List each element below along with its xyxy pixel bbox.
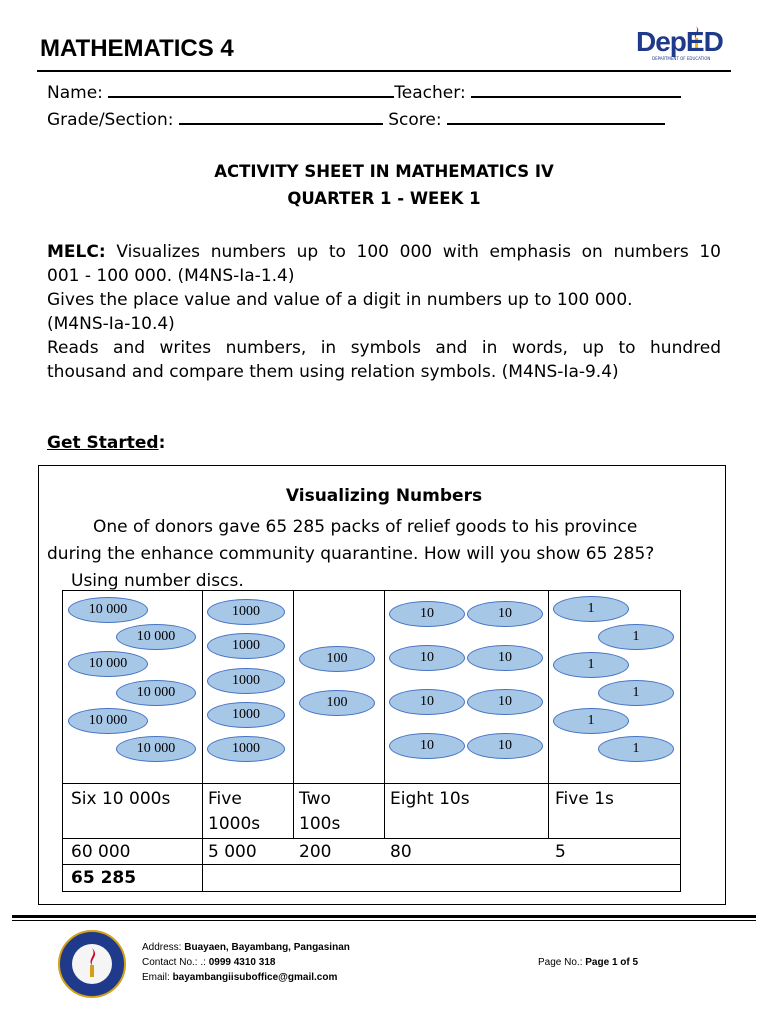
disc-10: 10 <box>389 601 465 627</box>
header-divider <box>37 70 731 72</box>
word-thousands-2: 1000s <box>208 814 261 834</box>
disc-1000: 1000 <box>207 702 285 728</box>
quarter-week-title: QUARTER 1 - WEEK 1 <box>287 189 481 208</box>
footer-page-number <box>538 955 638 970</box>
score-field[interactable] <box>447 107 665 125</box>
activity-line-2: during the enhance community quarantine. How will you show 65 285? <box>47 544 655 564</box>
disc-1: 1 <box>553 652 629 678</box>
melc-p1-line1: Visualizes numbers up to 100 000 with emphasis on numbers 10 <box>105 242 721 262</box>
disc-10000: 10 000 <box>68 597 148 623</box>
grade-section-field[interactable] <box>179 107 383 125</box>
word-ten-thousands: Six 10 000s <box>71 789 171 809</box>
melc-p3-line1: Reads and writes numbers, in symbols and in words, up to hundred <box>47 338 721 358</box>
melc-p1-line2: 001 - 100 000. (M4NS-Ia-1.4) <box>47 266 295 286</box>
word-thousands-1: Five <box>208 789 242 809</box>
row-divider-1 <box>63 783 680 784</box>
score-label: Score: <box>388 110 442 130</box>
disc-10: 10 <box>389 733 465 759</box>
melc-p2-line2: (M4NS-Ia-10.4) <box>47 314 175 334</box>
col-divider-3 <box>384 591 385 838</box>
name-teacher-row <box>47 80 681 104</box>
disc-1: 1 <box>553 708 629 734</box>
col-divider-4 <box>548 591 549 838</box>
disc-1000: 1000 <box>207 633 285 659</box>
get-started-label: Get Started <box>47 433 159 453</box>
word-hundreds-2: 100s <box>299 814 341 834</box>
division-seal-logo <box>58 930 126 998</box>
disc-10000: 10 000 <box>68 651 148 677</box>
disc-1: 1 <box>598 624 674 650</box>
disc-10000: 10 000 <box>116 680 196 706</box>
email-label: Email: <box>142 972 173 983</box>
disc-10: 10 <box>467 733 543 759</box>
get-started-heading <box>47 433 165 453</box>
value-tens: 80 <box>390 842 412 862</box>
disc-10000: 10 000 <box>116 624 196 650</box>
value-ten-thousands: 60 000 <box>71 842 131 862</box>
melc-label: MELC: <box>47 242 106 262</box>
disc-1000: 1000 <box>207 599 285 625</box>
grade-score-row <box>47 107 665 131</box>
disc-100: 100 <box>299 690 375 716</box>
activity-text <box>47 514 719 595</box>
activity-heading: Visualizing Numbers <box>285 486 483 506</box>
word-hundreds-1: Two <box>299 789 331 809</box>
disc-10: 10 <box>467 689 543 715</box>
melc-p2-line1: Gives the place value and value of a digit in numbers up to 100 000. <box>47 290 633 310</box>
disc-10: 10 <box>467 601 543 627</box>
activity-sheet-title: ACTIVITY SHEET IN MATHEMATICS IV <box>214 162 554 181</box>
get-started-colon: : <box>158 433 166 453</box>
activity-line-1: One of donors gave 65 285 packs of relief goods to his province <box>93 517 638 537</box>
word-ones: Five 1s <box>555 789 614 809</box>
teacher-label: Teacher: <box>394 83 466 103</box>
page-value: Page 1 of 5 <box>585 957 639 968</box>
name-field[interactable] <box>108 80 394 98</box>
subject-title: MATHEMATICS 4 <box>40 35 234 62</box>
value-hundreds: 200 <box>299 842 332 862</box>
disc-10000: 10 000 <box>68 708 148 734</box>
col-divider-2 <box>293 591 294 838</box>
logo-text: DepED <box>636 26 723 57</box>
disc-1000: 1000 <box>207 668 285 694</box>
col-divider-1 <box>202 591 203 891</box>
disc-1: 1 <box>598 680 674 706</box>
value-thousands: 5 000 <box>208 842 257 862</box>
disc-100: 100 <box>299 646 375 672</box>
row-divider-3 <box>63 864 680 865</box>
number-disc-table <box>62 590 681 892</box>
footer-divider-thick <box>12 915 756 918</box>
deped-logo <box>636 22 734 68</box>
disc-1: 1 <box>553 596 629 622</box>
logo-subtext: DEPARTMENT OF EDUCATION <box>652 56 711 61</box>
seal-graphic <box>60 932 124 996</box>
disc-10: 10 <box>389 689 465 715</box>
footer-address <box>142 940 350 955</box>
footer-email <box>142 970 337 985</box>
disc-1: 1 <box>598 736 674 762</box>
teacher-field[interactable] <box>471 80 681 98</box>
total-value: 65 285 <box>71 868 137 888</box>
contact-value: 0999 4310 318 <box>208 957 276 968</box>
melc-block <box>47 240 721 384</box>
footer-divider-thin <box>12 920 756 921</box>
melc-line-1 <box>47 240 721 264</box>
name-label: Name: <box>47 83 103 103</box>
email-value: bayambangiisuboffice@gmail.com <box>172 972 338 983</box>
disc-10: 10 <box>389 645 465 671</box>
value-ones: 5 <box>555 842 566 862</box>
disc-1000: 1000 <box>207 736 285 762</box>
footer-contact <box>142 955 275 970</box>
disc-10000: 10 000 <box>116 736 196 762</box>
grade-section-label: Grade/Section: <box>47 110 174 130</box>
melc-p3-line2: thousand and compare them using relation symbols. (M4NS-Ia-9.4) <box>47 362 619 382</box>
row-divider-2 <box>63 838 680 839</box>
word-tens: Eight 10s <box>390 789 470 809</box>
page-label: Page No.: <box>538 957 586 968</box>
activity-line-3: Using number discs. <box>71 571 244 591</box>
contact-label: Contact No.: .: <box>142 957 209 968</box>
disc-10: 10 <box>467 645 543 671</box>
address-label: Address: <box>142 942 185 953</box>
address-value: Buayaen, Bayambang, Pangasinan <box>184 942 350 953</box>
